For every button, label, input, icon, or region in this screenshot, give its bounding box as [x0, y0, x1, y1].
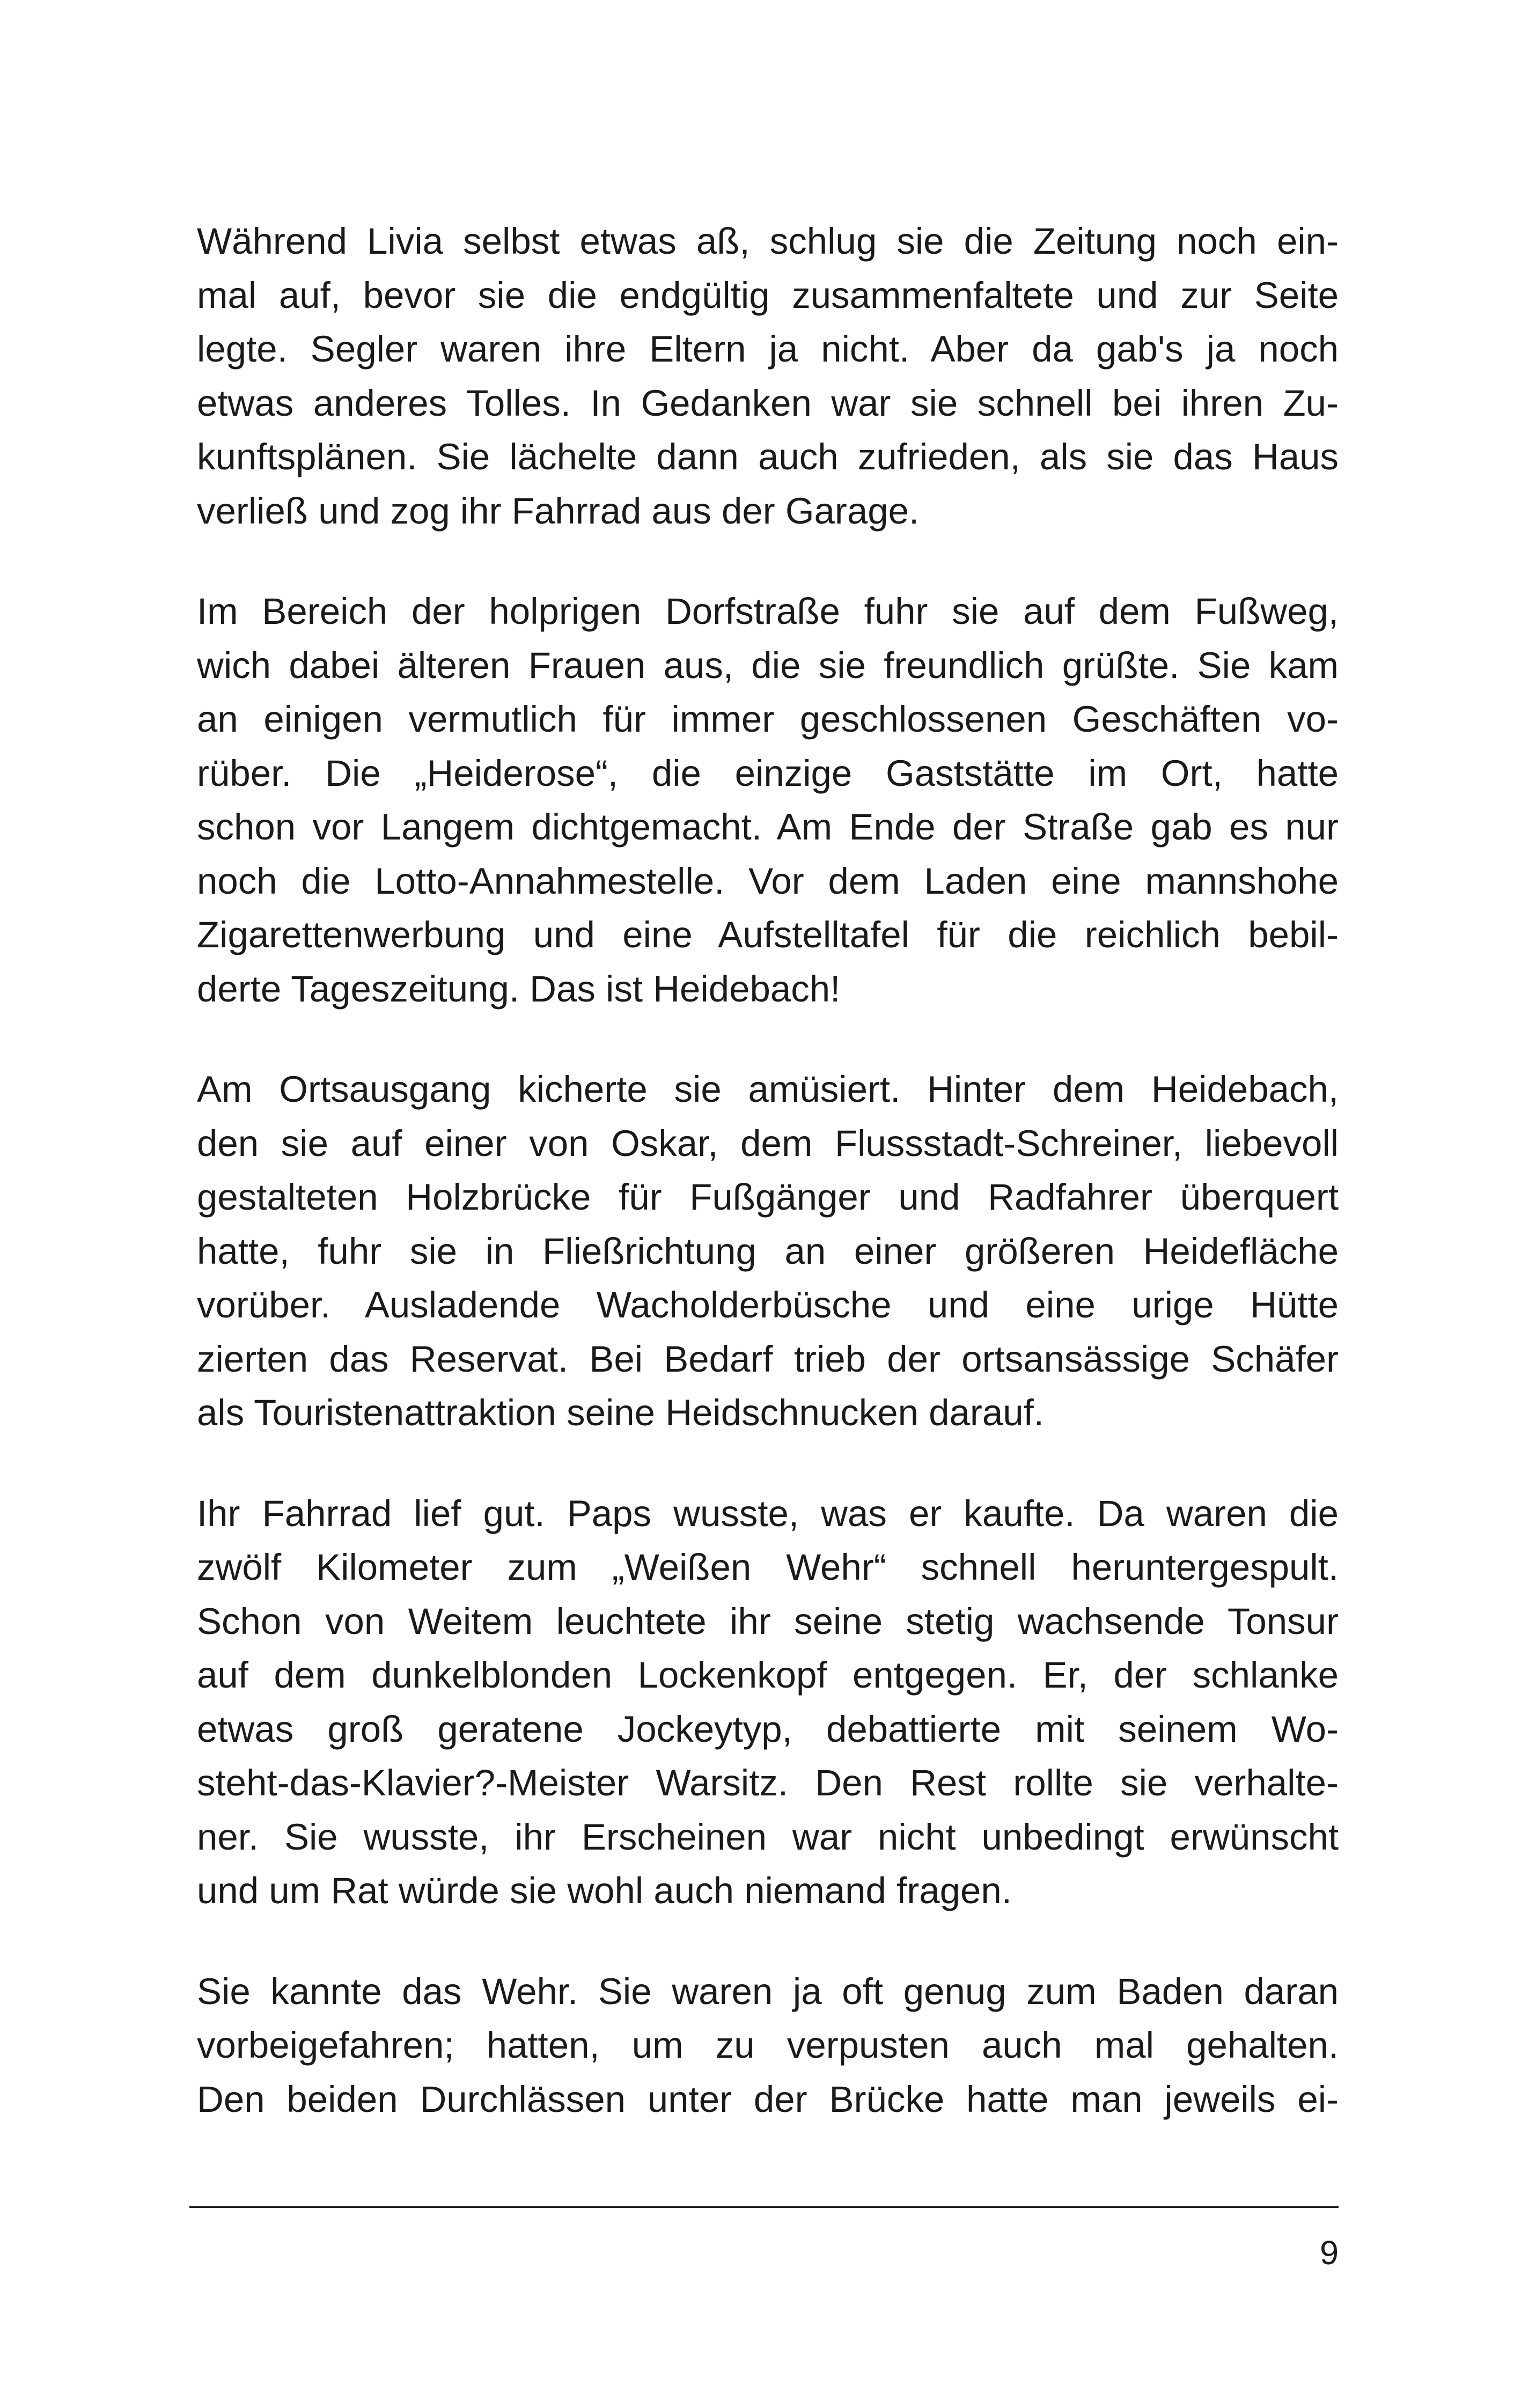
text-line: Sie kannte das Wehr. Sie waren ja oft genug zum Baden daran [197, 1970, 1339, 2012]
text-line: Im Bereich der holprigen Dorfstraße fuhr sie auf dem Fußweg, [197, 591, 1339, 632]
page-number: 9 [1319, 2234, 1339, 2272]
paragraph-3 [197, 1063, 1339, 1440]
text-line: verließ und zog ihr Fahrrad aus der Garage. [197, 490, 920, 532]
text-line: hatte, fuhr sie in Fließrichtung an einer größeren Heidefläche [197, 1230, 1339, 1272]
text-line: mal auf, bevor sie die endgültig zusammenfaltete und zur Seite [197, 274, 1339, 316]
paragraph-4 [197, 1487, 1339, 1918]
text-line: etwas anderes Tolles. In Gedanken war sie schnell bei ihren Zu- [197, 382, 1339, 424]
text-line: Am Ortsausgang kicherte sie amüsiert. Hinter dem Heidebach, [197, 1069, 1339, 1110]
text-line: zierten das Reservat. Bei Bedarf trieb der ortsansässige Schäfer [197, 1338, 1339, 1380]
text-line: etwas groß geratene Jockeytyp, debattierte mit seinem Wo- [197, 1708, 1339, 1750]
text-line: an einigen vermutlich für immer geschlossenen Geschäften vo- [197, 698, 1339, 740]
text-line: kunftsplänen. Sie lächelte dann auch zufrieden, als sie das Haus [197, 436, 1339, 477]
text-line: vorbeigefahren; hatten, um zu verpusten auch mal gehalten. [197, 2024, 1339, 2066]
text-line: Den beiden Durchlässen unter der Brücke hatte man jeweils ei- [197, 2078, 1339, 2120]
paragraph-5 [197, 1965, 1339, 2127]
text-line: ner. Sie wusste, ihr Erscheinen war nicht unbedingt erwünscht [197, 1816, 1339, 1858]
text-line: legte. Segler waren ihre Eltern ja nicht. Aber da gab's ja noch [197, 328, 1339, 370]
text-line: vorüber. Ausladende Wacholderbüsche und eine urige Hütte [197, 1284, 1339, 1325]
text-line: als Touristenattraktion seine Heidschnucken darauf. [197, 1392, 1044, 1433]
text-line: wich dabei älteren Frauen aus, die sie freundlich grüßte. Sie kam [197, 644, 1339, 686]
text-line: Zigarettenwerbung und eine Aufstelltafel für die reichlich bebil- [197, 914, 1339, 955]
text-line: derte Tageszeitung. Das ist Heidebach! [197, 968, 841, 1010]
text-line: auf dem dunkelblonden Lockenkopf entgegen. Er, der schlanke [197, 1654, 1339, 1696]
text-line: steht-das-Klavier?-Meister Warsitz. Den Rest rollte sie verhalte- [197, 1762, 1339, 1803]
text-line: Ihr Fahrrad lief gut. Paps wusste, was er kaufte. Da waren die [197, 1492, 1339, 1534]
text-line: und um Rat würde sie wohl auch niemand fragen. [197, 1870, 1012, 1911]
text-line: schon vor Langem dichtgemacht. Am Ende der Straße gab es nur [197, 806, 1339, 848]
text-line: zwölf Kilometer zum „Weißen Wehr“ schnell heruntergespult. [197, 1547, 1339, 1588]
text-line: noch die Lotto-Annahmestelle. Vor dem Laden eine mannshohe [197, 860, 1339, 902]
text-line: den sie auf einer von Oskar, dem Flussstadt-Schreiner, liebevoll [197, 1122, 1339, 1164]
text-line: gestalteten Holzbrücke für Fußgänger und Radfahrer überquert [197, 1176, 1339, 1218]
footer-divider [189, 2206, 1339, 2208]
text-line: rüber. Die „Heiderose“, die einzige Gaststätte im Ort, hatte [197, 752, 1339, 794]
paragraph-1 [197, 215, 1339, 538]
paragraph-2 [197, 585, 1339, 1016]
text-line: Während Livia selbst etwas aß, schlug sie die Zeitung noch ein- [197, 220, 1339, 262]
text-line: Schon von Weitem leuchtete ihr seine stetig wachsende Tonsur [197, 1600, 1339, 1642]
body-text [197, 215, 1339, 2173]
